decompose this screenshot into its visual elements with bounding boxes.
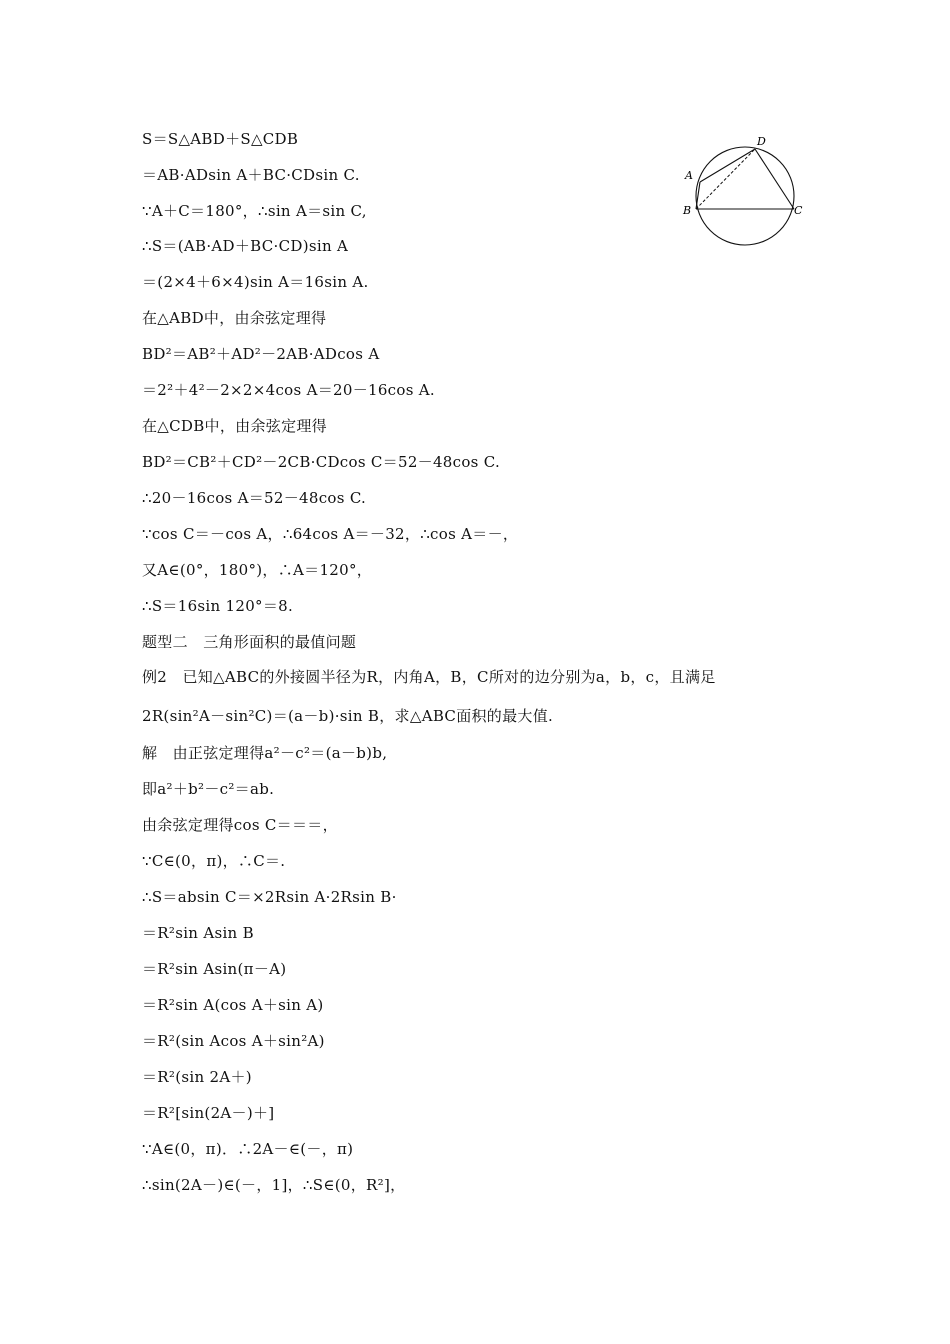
text-line: ∵A∈(0，π)．∴2A－∈(－，π) [142, 1140, 354, 1158]
segment-dc [755, 149, 794, 209]
vertex-label-c: C [794, 204, 803, 217]
text-line: ＝R²(sin 2A＋) [142, 1068, 252, 1086]
vertex-label-d: D [757, 135, 766, 148]
text-line: ∴S＝absin C＝×2Rsin A·2Rsin B· [142, 888, 397, 906]
example-problem: 2R(sin²A－sin²C)＝(a－b)·sin B，求△ABC面积的最大值. [142, 707, 554, 725]
text-line: 由余弦定理得cos C＝＝＝， [142, 816, 338, 834]
text-line: 在△CDB中，由余弦定理得 [142, 417, 327, 435]
solution-line: 解 由正弦定理得a²－c²＝(a－b)b, [142, 744, 388, 762]
text-line: ∵A＋C＝180°，∴sin A＝sin C, [142, 202, 367, 220]
text-line: 在△ABD中，由余弦定理得 [142, 309, 327, 327]
text-line: ＝2²＋4²－2×2×4cos A＝20－16cos A. [142, 381, 435, 399]
text-line: ∴20－16cos A＝52－48cos C. [142, 489, 367, 507]
text-line: ∴S＝16sin 120°＝8. [142, 597, 294, 615]
text-line: 又A∈(0°，180°)，∴A＝120°， [142, 561, 373, 579]
text-line: ∵C∈(0，π)，∴C＝. [142, 852, 286, 870]
vertex-label-b: B [683, 204, 692, 217]
text-line: ∴sin(2A－)∈(－，1]，∴S∈(0，R²]， [142, 1176, 406, 1194]
text-line: ＝R²sin Asin(π－A) [142, 960, 287, 978]
circumcircle [696, 147, 794, 245]
example-problem: 例2 已知△ABC的外接圆半径为R，内角A，B，C所对的边分别为a，b，c，且满足 [142, 668, 716, 686]
section-heading: 题型二 三角形面积的最值问题 [142, 633, 357, 651]
text-line: ＝R²sin A(cos A＋sin A) [142, 996, 324, 1014]
text-line: ∴S＝(AB·AD＋BC·CD)sin A [142, 237, 349, 255]
segment-ad [700, 149, 755, 182]
text-line: BD²＝CB²＋CD²－2CB·CDcos C＝52－48cos C. [142, 453, 501, 471]
text-line: 即a²＋b²－c²＝ab. [142, 780, 275, 798]
text-line: ＝R²(sin Acos A＋sin²A) [142, 1032, 325, 1050]
text-line: BD²＝AB²＋AD²－2AB·ADcos A [142, 345, 380, 363]
text-line: S＝S△ABD＋S△CDB [142, 130, 299, 148]
text-line: ＝R²sin Asin B [142, 924, 254, 942]
inscribed-quadrilateral-figure [676, 132, 808, 250]
text-line: ＝(2×4＋6×4)sin A＝16sin A. [142, 273, 369, 291]
text-line: ＝R²[sin(2A－)＋] [142, 1104, 275, 1122]
circle-diagram [676, 132, 808, 250]
text-line: ∵cos C＝－cos A，∴64cos A＝－32，∴cos A＝－， [142, 525, 519, 543]
text-line: ＝AB·ADsin A＋BC·CDsin C. [142, 166, 360, 184]
vertex-label-a: A [685, 169, 693, 182]
